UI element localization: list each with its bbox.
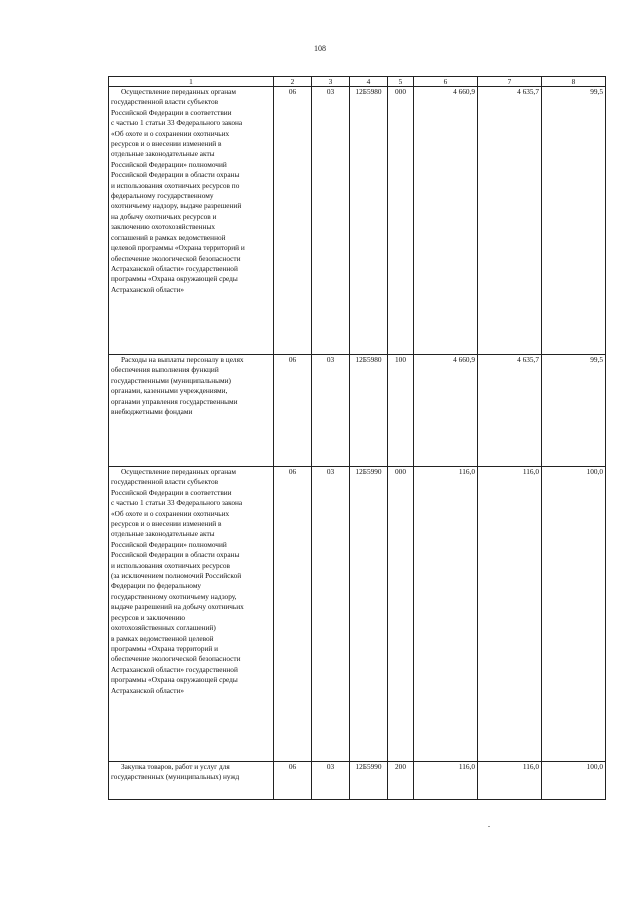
header-cell-4: 4 [350,77,388,87]
description-line: Российской Федерации в области охраны [111,550,240,560]
description-line: Закупка товаров, работ и услуг для [121,762,230,771]
description-line: Российской Федерации» полномочий [111,159,227,169]
section-code: 06 [274,355,312,467]
header-row [109,77,606,87]
expense-description [109,355,274,467]
description-line: Федерации по федеральному [111,581,202,591]
description-line: Российской Федерации в области охраны [111,170,240,180]
description-line: «Об охоте и о сохранении охотничьих [111,508,230,518]
description-line: государственной власти субъектов [111,477,219,487]
approved-amount: 116,0 [414,762,478,800]
description-line: ресурсов и заключению [111,612,186,622]
section-code: 06 [274,87,312,355]
description-line: федеральному государственному [111,191,214,201]
approved-amount: 4 660,9 [414,87,478,355]
description-line: Астраханской области» [111,284,185,294]
header-cell-5: 5 [388,77,414,87]
description-line: государственных (муниципальных) нужд [111,772,240,782]
description-line: Осуществление переданных органам [121,467,236,476]
table-row [109,467,606,762]
description-line: Российской Федерации в соответствии [111,487,232,497]
description-line: и использования охотничьих ресурсов [111,560,230,570]
approved-amount: 116,0 [414,467,478,762]
description-line: охотохозяйственных соглашений) [111,623,216,633]
description-line: Астраханской области» государственной [111,664,238,674]
description-line: выдаче разрешений на добычу охотничьих [111,602,244,612]
target-article-code: 12Б5980 [350,355,388,467]
page-number: 108 [314,44,326,53]
description-line: внебюджетными фондами [111,407,193,417]
section-code: 06 [274,762,312,800]
table-row [109,762,606,800]
description-line: ресурсов и о внесении изменений в [111,139,222,149]
description-line: в рамках ведомственной целевой [111,633,214,643]
description-line: программы «Охрана территорий и [111,643,219,653]
expense-type-code: 200 [388,762,414,800]
description-line: обеспечение экологической безопасности [111,654,241,664]
description-line: Расходы на выплаты персоналу в целях [121,355,244,364]
header-cell-6: 6 [414,77,478,87]
target-article-code: 12Б5980 [350,87,388,355]
header-cell-3: 3 [312,77,350,87]
header-cell-8: 8 [542,77,606,87]
executed-amount: 116,0 [478,762,542,800]
execution-percent: 100,0 [542,467,606,762]
description-line: отдельные законодательные акты [111,149,215,159]
description-line: Астраханской области» государственной [111,263,238,273]
description-line: обеспечение экологической безопасности [111,253,241,263]
description-line: государственной власти субъектов [111,97,219,107]
table-row [109,355,606,467]
description-line: Российской Федерации» полномочий [111,539,227,549]
executed-amount: 4 635,7 [478,355,542,467]
budget-table [108,76,606,800]
expense-type-code: 000 [388,467,414,762]
execution-percent: 99,5 [542,87,606,355]
description-line: соглашений в рамках ведомственной [111,232,226,242]
description-line: (за исключением полномочий Российской [111,571,242,581]
description-line: Осуществление переданных органам [121,87,236,96]
description-line: отдельные законодательные акты [111,529,215,539]
approved-amount: 4 660,9 [414,355,478,467]
description-line: охотничьему надзору, выдаче разрешений [111,201,242,211]
subsection-code: 03 [312,762,350,800]
execution-percent: 99,5 [542,355,606,467]
subsection-code: 03 [312,355,350,467]
description-line: государственному охотничьему надзору, [111,591,237,601]
description-line: на добычу охотничьих ресурсов и [111,211,217,221]
description-line: органами, казенными учреждениями, [111,386,228,396]
description-line: и использования охотничьих ресурсов по [111,180,240,190]
table-row [109,87,606,355]
executed-amount: 116,0 [478,467,542,762]
description-line: обеспечения выполнения функций [111,365,219,375]
expense-type-code: 100 [388,355,414,467]
header-cell-7: 7 [478,77,542,87]
expense-type-code: 000 [388,87,414,355]
subsection-code: 03 [312,87,350,355]
header-cell-1: 1 [109,77,274,87]
scan-speck [488,826,490,827]
description-line: программы «Охрана окружающей среды [111,675,238,685]
description-line: Астраханской области» [111,685,185,695]
description-line: программы «Охрана окружающей среды [111,274,238,284]
header-cell-2: 2 [274,77,312,87]
section-code: 06 [274,467,312,762]
executed-amount: 4 635,7 [478,87,542,355]
subsection-code: 03 [312,467,350,762]
expense-description [109,762,274,800]
description-line: с частью 1 статьи 33 Федерального закона [111,498,243,508]
description-line: государственными (муниципальными) [111,375,231,385]
expense-description [109,87,274,355]
description-line: целевой программы «Охрана территорий и [111,243,245,253]
target-article-code: 12Б5990 [350,467,388,762]
description-line: с частью 1 статьи 33 Федерального закона [111,118,243,128]
expense-description [109,467,274,762]
description-line: органами управления государственными [111,396,238,406]
execution-percent: 100,0 [542,762,606,800]
description-line: Российской Федерации в соответствии [111,107,232,117]
description-line: ресурсов и о внесении изменений в [111,519,222,529]
description-line: «Об охоте и о сохранении охотничьих [111,128,230,138]
description-line: заключению охотохозяйственных [111,222,216,232]
target-article-code: 12Б5990 [350,762,388,800]
